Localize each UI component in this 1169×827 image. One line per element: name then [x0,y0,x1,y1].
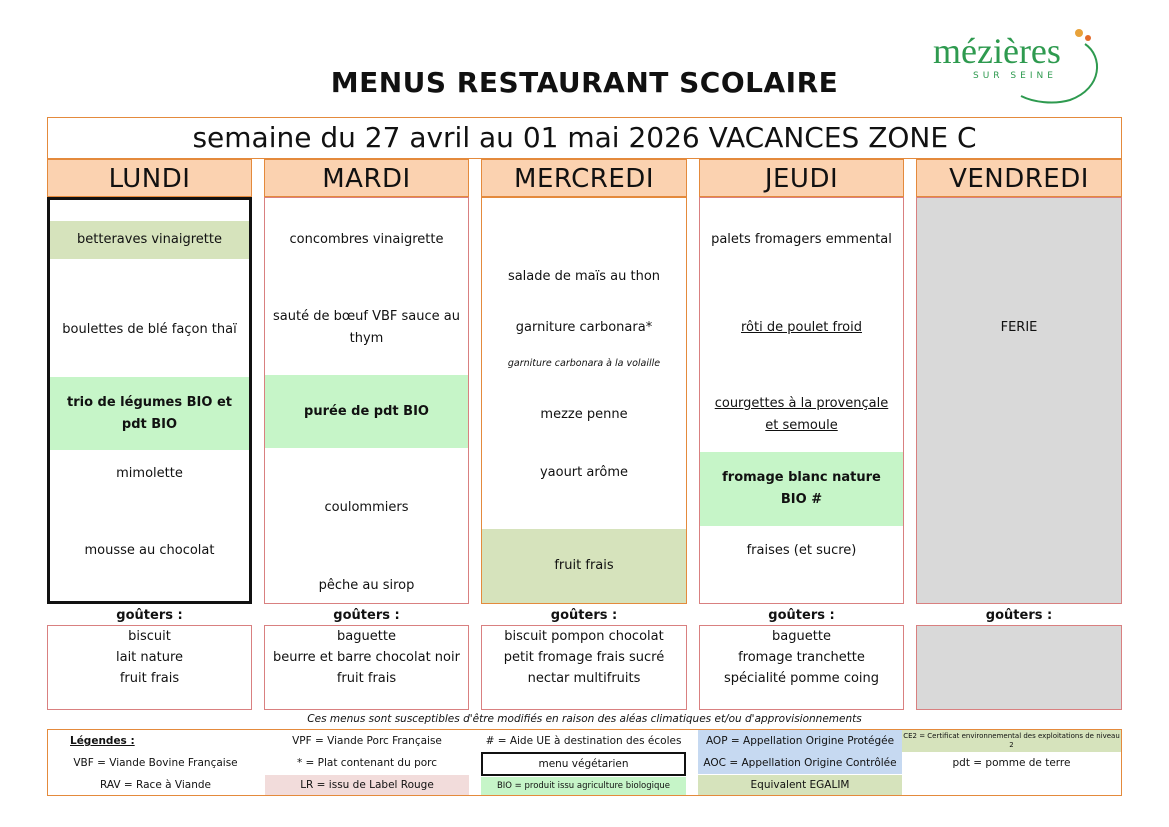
menu-plat: garniture carbonara* [515,320,653,335]
menu-column-mardi [264,197,469,604]
menu-entree: palets fromagers emmental [711,232,892,247]
menu-fromage: mimolette [116,466,183,481]
legend-aide-ue: # = Aide UE à destination des écoles [485,735,682,747]
legend-aoc: AOC = Appellation Origine Contrôlée [698,752,902,774]
legend-rav: RAV = Race à Viande [100,779,211,791]
menu-entree: salade de maïs au thon [507,269,661,284]
logo-wordmark: mézières [933,31,1061,71]
menu-dessert: fraises (et sucre) [746,543,857,558]
gouter-item: fruit frais [336,671,397,686]
legend-ce2: CE2 = Certificat environnemental des exploitations de niveau 2 [902,730,1121,752]
menu-column-vendredi [916,197,1122,604]
gouters-label-vendredi: goûters : [985,608,1053,623]
legend-title: Légendes : [70,735,135,747]
gouters-label-lundi: goûters : [116,608,183,623]
gouter-item: biscuit [128,629,171,644]
legend-vegetarien: menu végétarien [481,752,686,776]
menu-accompagnement: courgettes à la provençale et semoule [714,396,889,433]
day-header-jeudi: JEUDI [699,159,904,197]
gouter-item: baguette [772,629,831,644]
page-title: MENUS RESTAURANT SCOLAIRE [330,66,839,99]
menu-entree: betteraves vinaigrette [50,221,249,259]
gouters-label-jeudi: goûters : [768,608,835,623]
gouters-label-mercredi: goûters : [550,608,618,623]
week-banner: semaine du 27 avril au 01 mai 2026 VACANCES ZONE C [47,117,1122,159]
menu-entree: concombres vinaigrette [289,232,444,247]
menu-plat: rôti de poulet froid [741,320,862,335]
menu-column-mercredi [481,197,687,604]
menu-accompagnement: trio de légumes BIO et pdt BIO [50,377,249,450]
legend-egalim: Equivalent EGALIM [698,775,902,795]
gouter-item: lait nature [115,650,184,665]
gouter-item: baguette [337,629,396,644]
day-header-mardi: MARDI [264,159,469,197]
gouters-jeudi [699,625,904,710]
legend-vbf: VBF = Viande Bovine Française [73,757,238,769]
day-header-mercredi: MERCREDI [481,159,687,197]
gouters-lundi [47,625,252,710]
menu-accompagnement: purée de pdt BIO [265,375,468,448]
day-header-vendredi: VENDREDI [916,159,1122,197]
legend-bio: BIO = produit issu agriculture biologique [481,777,686,795]
menu-column-lundi [47,197,252,604]
menu-dessert: fruit frais [482,529,686,603]
gouters-vendredi [916,625,1122,710]
menu-fromage: yaourt arôme [539,465,629,480]
legend-pdt: pdt = pomme de terre [952,757,1071,769]
menu-plat: sauté de bœuf VBF sauce au thym [273,309,460,346]
legend-table [47,729,1122,796]
gouter-item: beurre et barre chocolat noir [273,650,460,665]
gouter-item: spécialité pomme coing [723,671,880,686]
menu-dessert: mousse au chocolat [84,543,215,558]
legend-aop: AOP = Appellation Origine Protégée [698,730,902,752]
ferie-label: FERIE [1000,320,1038,335]
menu-column-jeudi [699,197,904,604]
gouter-item: nectar multifruits [527,671,641,686]
gouter-item: fruit frais [119,671,180,686]
gouters-mardi [264,625,469,710]
gouters-label-mardi: goûters : [333,608,400,623]
gouter-item: petit fromage frais sucré [503,650,665,665]
legend-vpf: VPF = Viande Porc Française [292,735,442,747]
menu-accompagnement: mezze penne [540,407,628,422]
legend-porc: * = Plat contenant du porc [296,757,438,769]
gouter-item: biscuit pompon chocolat [504,629,664,644]
menu-plat: boulettes de blé façon thaï [62,322,237,337]
gouter-item: fromage tranchette [738,650,865,665]
menu-dessert: pêche au sirop [318,578,415,593]
menu-plat-note: garniture carbonara à la volaille [507,358,661,369]
disclaimer-note: Ces menus sont susceptibles d'être modifiés en raison des aléas climatiques et/ou d'approvisionnements [307,713,862,725]
legend-label-rouge: LR = issu de Label Rouge [265,775,469,795]
day-header-lundi: LUNDI [47,159,252,197]
menu-fromage: fromage blanc nature BIO # [700,452,903,526]
mezieres-logo [925,26,1105,106]
gouters-mercredi [481,625,687,710]
logo-subtitle: SUR SEINE [973,71,1057,81]
menu-fromage: coulommiers [324,500,409,515]
